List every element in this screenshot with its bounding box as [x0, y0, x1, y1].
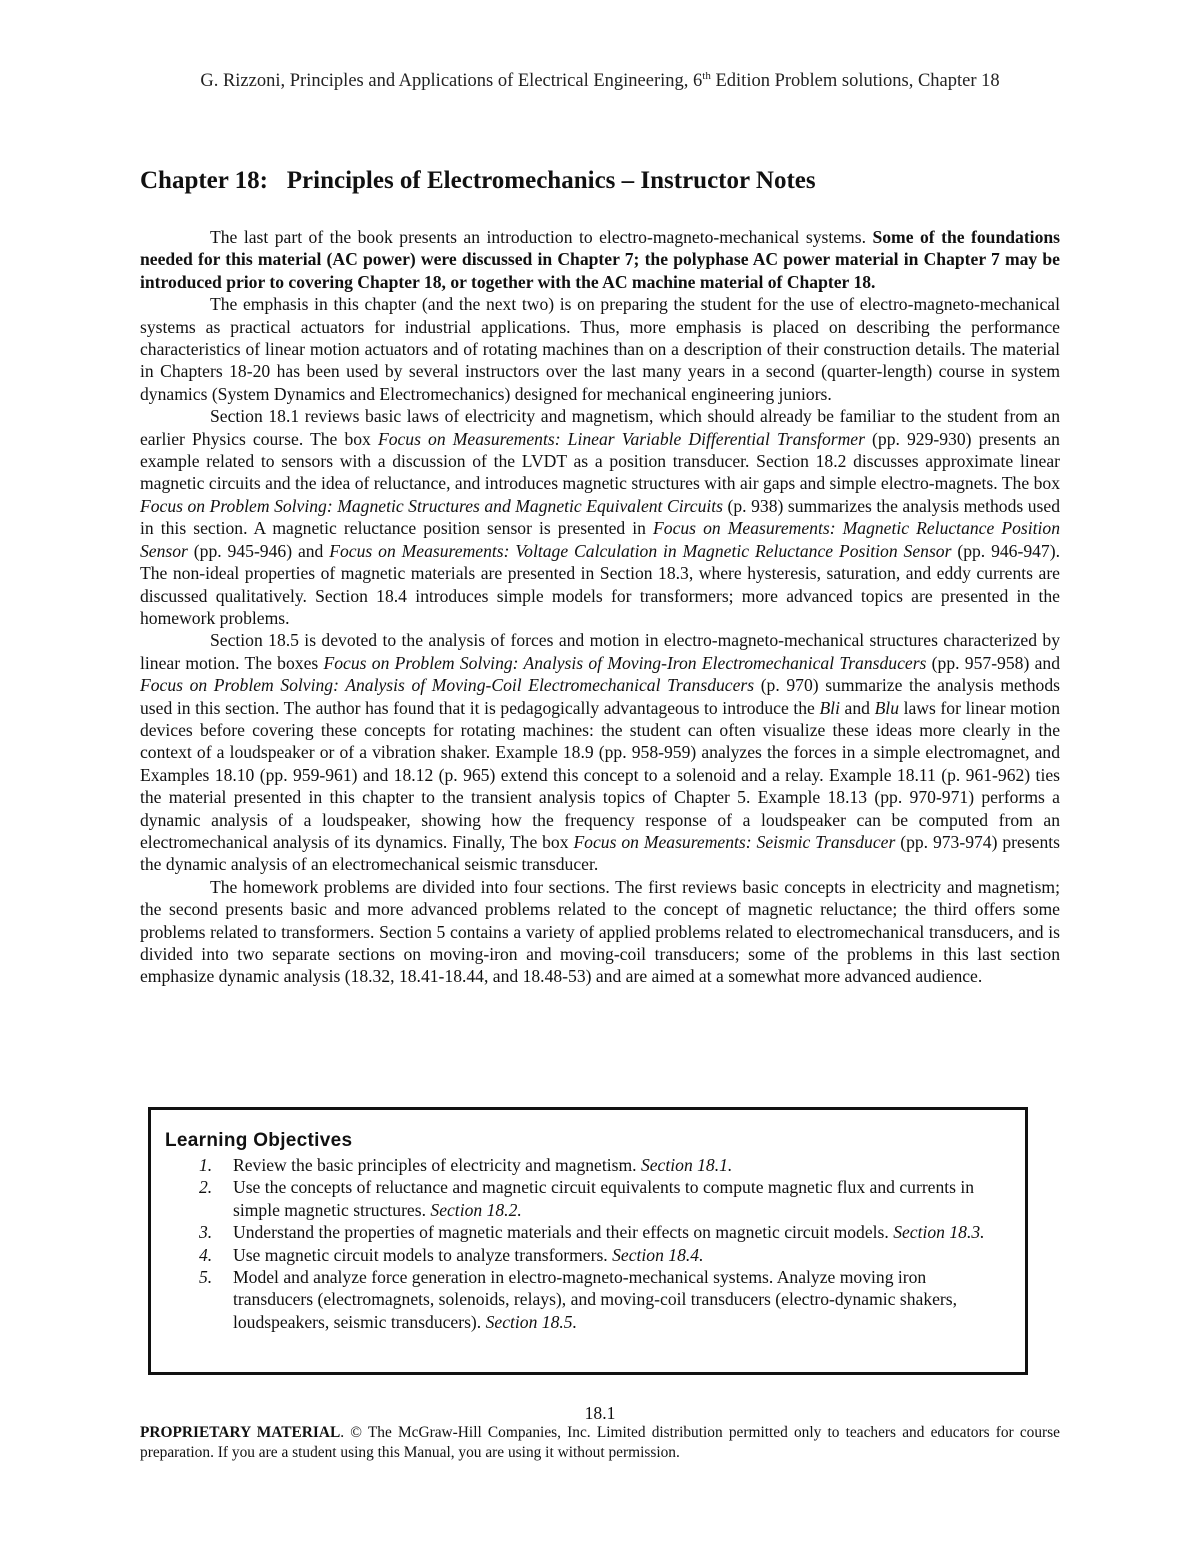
paragraph-section-18-5	[140, 629, 1060, 875]
text-run: Section 18.1 reviews basic laws of electricity and magnetism, which should already be familiar to the student from an earlier Physics course. The box	[140, 406, 1060, 449]
box-title-reluctance-sensor: Focus on Measurements: Magnetic Reluctance Position Sensor	[140, 518, 1060, 561]
paragraph-sections-18-1-to-18-4	[140, 405, 1060, 629]
box-title-seismic-transducer: Focus on Measurements: Seismic Transducer	[573, 831, 896, 852]
text-run: laws for linear motion devices before covering these concepts for rotating machines: the student can often visualize these ideas more clearly in the context of a loudspeaker or of a vibration shaker. Example 18.9 (pp. 958-959) analyzes the forces in a simple electromagnet, and Examples 18.10 (pp. 959-961) and 18.12 (p. 965) extend this concept to a solenoid and a relay. Example 18.11 (p. 961-962) ties the material presented in this chapter to the transient analysis topics of Chapter 5. Example 18.13 (pp. 970-971) performs a dynamic analysis of a loudspeaker, showing how the frequency response of a loudspeaker can be computed from an electromechanical analysis of its dynamics. Finally, The box	[140, 697, 1061, 852]
objective-text: Use the concepts of reluctance and magnetic circuit equivalents to compute magnetic flux and currents in simple magnetic structures.	[233, 1177, 975, 1220]
proprietary-label: PROPRIETARY MATERIAL	[140, 1424, 341, 1441]
instructor-notes-body	[140, 226, 1060, 988]
objective-number: 2.	[199, 1177, 213, 1198]
objective-section: Section 18.5.	[485, 1311, 577, 1332]
objective-text: Use magnetic circuit models to analyze transformers.	[233, 1244, 613, 1265]
intro-text: The last part of the book presents an introduction to electro-magneto-mechanical systems.	[210, 227, 873, 247]
proprietary-notice	[140, 1423, 1060, 1463]
objective-number: 4.	[199, 1244, 213, 1265]
header-superscript: th	[702, 70, 711, 82]
objective-section: Section 18.3.	[893, 1222, 985, 1243]
objective-section: Section 18.2.	[430, 1199, 522, 1220]
page-number: 18.1	[584, 1403, 616, 1423]
box-title-lvdt: Focus on Measurements: Linear Variable Differential Transformer	[377, 428, 865, 449]
intro-emphasis: Some of the foundations needed for this material (AC power) were discussed in Chapter 7; the polyphase AC power material in Chapter 7 may be introduced prior to covering Chapter 18, or together with the AC machine material of Chapter 18.	[140, 227, 1061, 292]
box-title-moving-coil: Focus on Problem Solving: Analysis of Moving-Coil Electromechanical Transducers	[140, 675, 755, 696]
running-header	[0, 70, 1200, 92]
learning-objectives-box	[148, 1107, 1028, 1375]
objective-number: 3.	[199, 1222, 213, 1243]
paragraph-emphasis: The emphasis in this chapter (and the next two) is on preparing the student for the use of electro-magneto-mechanical systems as practical actuators for industrial applications. Thus, more emphasis is placed on describing the performance characteristics of linear motion actuators and of rotating machines than on a description of their construction details. The material in Chapters 18-20 has been used by several instructors over the last many years in a second (quarter-length) course in system dynamics (System Dynamics and Electromechanics) designed for mechanical engineering juniors.	[140, 294, 1060, 404]
objective-item	[165, 1154, 1011, 1176]
paragraph-homework: The homework problems are divided into four sections. The first reviews basic concepts in electricity and magnetism; the second presents basic and more advanced problems related to the concept of magnetic reluctance; the third offers some problems related to transformers. Section 5 contains a variety of applied problems related to electromechanical transducers, and is divided into two separate sections on moving-iron and moving-coil transducers; some of the problems in this last section emphasize dynamic analysis (18.32, 18.41-18.44, and 18.48-53) and are aimed at a somewhat more advanced audience.	[140, 876, 1060, 987]
header-text-end: Edition Problem solutions, Chapter 18	[710, 71, 1000, 92]
objective-item	[165, 1266, 1011, 1333]
text-run: (pp. 973-974) presents the dynamic analysis of an electromechanical seismic transducer.	[140, 831, 1061, 875]
text-run: (pp. 957-958) and	[926, 652, 1060, 673]
objective-text: Understand the properties of magnetic materials and their effects on magnetic circuit models.	[233, 1222, 894, 1243]
box-title-moving-iron: Focus on Problem Solving: Analysis of Moving-Iron Electromechanical Transducers	[323, 652, 927, 673]
text-run: Section 18.5 is devoted to the analysis of forces and motion in electro-magneto-mechanical structures characterized by linear motion. The boxes	[140, 630, 1060, 673]
text-run: and	[839, 697, 875, 718]
objective-item	[165, 1221, 1011, 1243]
objective-item	[165, 1176, 1011, 1221]
bli-law: Bli	[819, 697, 840, 718]
text-run: (pp. 929-930) presents an example related to sensors with a discussion of the LVDT as a position transducer. Section 18.2 discusses approximate linear magnetic circuits and the idea of reluctance, and introduces magnetic structures with air gaps and simple electro-magnets. The box	[140, 428, 1060, 494]
objective-text: Review the basic principles of electricity and magnetism.	[233, 1155, 641, 1175]
box-title-magnetic-structures: Focus on Problem Solving: Magnetic Structures and Magnetic Equivalent Circuits	[140, 495, 724, 516]
chapter-title: Chapter 18: Principles of Electromechanics – Instructor Notes	[140, 167, 816, 194]
objective-section: Section 18.4.	[612, 1244, 704, 1265]
text-run: (pp. 946-947). The non-ideal properties of magnetic materials are presented in Section 18.3, where hysteresis, saturation, and eddy currents are discussed qualitatively. Section 18.4 introduces simple models for transformers; more advanced topics are presented in the homework problems.	[140, 540, 1060, 628]
objective-text: Model and analyze force generation in electro-magneto-mechanical systems. Analyze moving iron transducers (electromagnets, solenoids, relays), and moving-coil transducers (electro-dynamic shakers, loudspeakers, seismic transducers).	[233, 1267, 958, 1332]
learning-objectives-list	[165, 1154, 1011, 1333]
objective-section: Section 18.1.	[640, 1155, 733, 1175]
objective-number: 1.	[199, 1155, 213, 1175]
objective-number: 5.	[199, 1267, 213, 1288]
blu-law: Blu	[874, 697, 899, 718]
paragraph-intro	[140, 226, 1060, 293]
text-run: (pp. 945-946) and	[187, 540, 330, 561]
objective-item	[165, 1244, 1011, 1266]
proprietary-text: . © The McGraw-Hill Companies, Inc. Limited distribution permitted only to teachers and educators for course preparation. If you are a student using this Manual, you are using it without permission.	[140, 1424, 1060, 1461]
learning-objectives-heading: Learning Objectives	[165, 1130, 353, 1151]
text-run: (p. 970) summarize the analysis methods used in this section. The author has found that it is pedagogically advantageous to introduce the	[140, 675, 1060, 718]
box-title-voltage-calculation: Focus on Measurements: Voltage Calculation in Magnetic Reluctance Position Sensor	[329, 540, 952, 561]
header-text: G. Rizzoni, Principles and Applications of Electrical Engineering, 6	[200, 71, 703, 92]
text-run: (p. 938) summarizes the analysis methods used in this section. A magnetic reluctance position sensor is presented in	[140, 495, 1061, 539]
